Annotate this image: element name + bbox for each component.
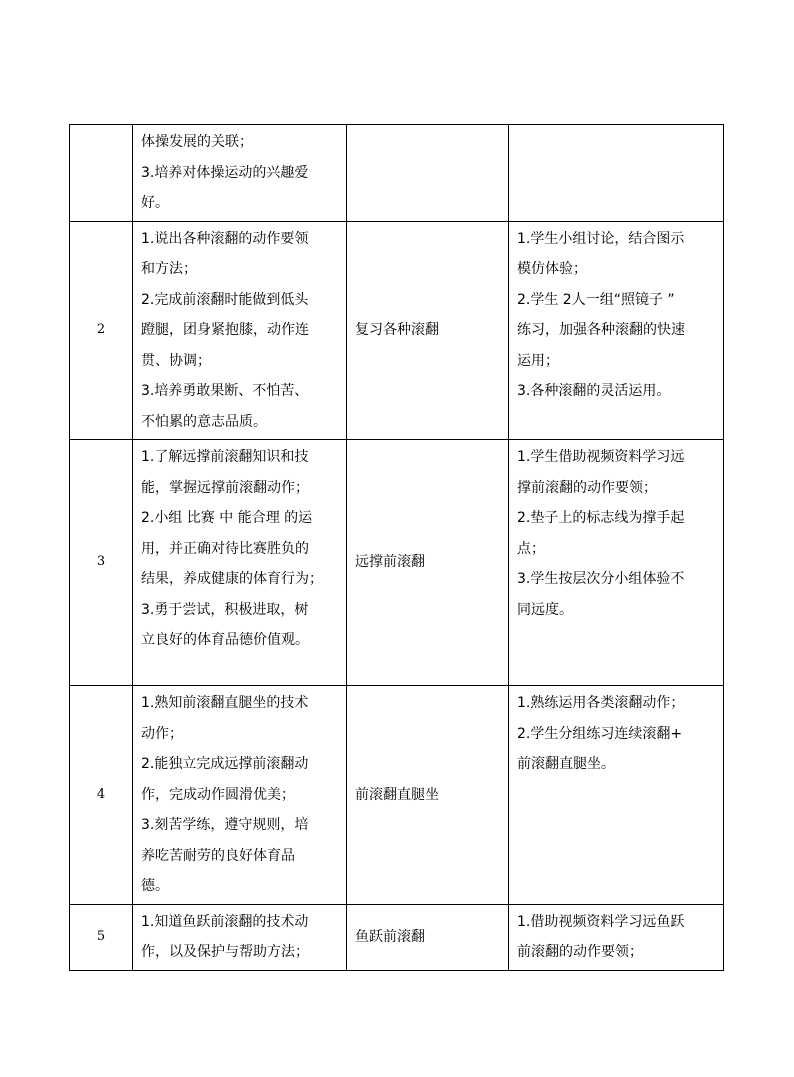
goal-line: 1.说出各种滚翻的动作要领: [141, 230, 309, 247]
goal-line: 1.知道鱼跃前滚翻的技术动: [141, 913, 309, 930]
goals-cell: [133, 221, 347, 440]
lesson-number: 3: [96, 554, 106, 570]
lesson-topic: 前滚翻直腿坐: [355, 786, 439, 803]
lesson-number-cell: [70, 221, 133, 440]
lesson-number-cell: [70, 904, 133, 970]
lesson-number-cell: [70, 686, 133, 905]
goal-line: 能，掌握远撑前滚翻动作；: [141, 479, 309, 496]
goals-cell: [133, 440, 347, 686]
goal-line: 用，并正确对待比赛胜负的: [141, 540, 309, 557]
table-row: [70, 904, 724, 970]
lesson-number: 5: [96, 928, 106, 944]
activity-line: 1.学生借助视频资料学习远: [517, 449, 685, 465]
activities-cell: [509, 440, 724, 686]
goal-line: 和方法；: [141, 261, 197, 277]
goal-line: 体操发展的关联；: [141, 134, 253, 150]
activity-line: 2.学生 2人一组“照镜子 ”: [517, 291, 675, 308]
goal-line: 立良好的体育品德价值观。: [141, 632, 309, 648]
goals-cell: [133, 125, 347, 222]
goal-line: 1.了解远撑前滚翻知识和技: [141, 449, 309, 465]
lesson-topic: 鱼跃前滚翻: [355, 928, 425, 945]
goal-line: 3.培养对体操运动的兴趣爱: [141, 164, 309, 181]
activity-line: 3.各种滚翻的灵活运用。: [517, 383, 671, 399]
activities-cell: [509, 221, 724, 440]
table-row: [70, 221, 724, 440]
lesson-number-cell: [70, 440, 133, 686]
table-row: [70, 686, 724, 905]
goal-line: 不怕累的意志品质。: [141, 413, 267, 430]
goal-line: 2.能独立完成远撑前滚翻动: [141, 756, 309, 772]
goal-line: 蹬腿，团身紧抱膝，动作连: [141, 322, 309, 338]
activities-cell: [509, 686, 724, 905]
topic-cell: [347, 904, 509, 970]
lesson-number: 2: [96, 322, 106, 337]
activity-line: 2.垫子上的标志线为撑手起: [517, 510, 685, 526]
table-row: [70, 125, 724, 222]
goal-line: 3.勇于尝试，积极进取，树: [141, 601, 309, 618]
topic-cell: [347, 440, 509, 686]
goal-line: 3.培养勇敢果断、不怕苦、: [141, 383, 309, 399]
activity-line: 撑前滚翻的动作要领；: [517, 479, 657, 496]
goal-line: 德。: [141, 878, 169, 894]
goal-line: 作，以及保护与帮助方法；: [141, 944, 309, 960]
goals-cell: [133, 686, 347, 905]
lesson-topic: 复习各种滚翻: [355, 322, 439, 338]
topic-cell: [347, 125, 509, 222]
activity-line: 练习，加强各种滚翻的快速: [517, 322, 685, 338]
activity-line: 3.学生按层次分小组体验不: [517, 571, 685, 587]
goals-cell: [133, 904, 347, 970]
goal-line: 2.完成前滚翻时能做到低头: [141, 291, 309, 308]
goal-line: 3.刻苦学练，遵守规则，培: [141, 817, 309, 833]
table-row: [70, 440, 724, 686]
goal-line: 养吃苦耐劳的良好体育品: [141, 847, 295, 864]
goal-line: 贯、协调；: [141, 352, 211, 369]
activity-line: 前滚翻的动作要领；: [517, 944, 643, 960]
lesson-plan-table: [69, 124, 724, 971]
goal-line: 1.熟知前滚翻直腿坐的技术: [141, 695, 309, 711]
activity-line: 1.借助视频资料学习远鱼跃: [517, 913, 685, 930]
activity-line: 点；: [517, 540, 545, 557]
goal-line: 结果，养成健康的体育行为；: [141, 571, 323, 587]
lesson-number-cell: [70, 125, 133, 222]
lesson-topic: 远撑前滚翻: [355, 554, 425, 571]
activity-line: 模仿体验；: [517, 261, 587, 277]
lesson-number: 4: [96, 786, 106, 802]
goal-line: 动作；: [141, 725, 183, 742]
topic-cell: [347, 686, 509, 905]
activity-line: 2.学生分组练习连续滚翻+: [517, 725, 683, 742]
activities-cell: [509, 904, 724, 970]
goal-line: 作，完成动作圆滑优美；: [141, 786, 295, 803]
topic-cell: [347, 221, 509, 440]
activity-line: 1.熟练运用各类滚翻动作；: [517, 695, 685, 711]
activity-line: 同远度。: [517, 601, 573, 618]
goal-line: 好。: [141, 195, 169, 211]
activity-line: 运用；: [517, 352, 559, 369]
activity-line: 前滚翻直腿坐。: [517, 756, 615, 772]
activities-cell: [509, 125, 724, 222]
activity-line: 1.学生小组讨论，结合图示: [517, 230, 685, 247]
goal-line: 2.小组 比赛 中 能合理 的运: [141, 510, 313, 526]
table-body: [70, 125, 724, 971]
